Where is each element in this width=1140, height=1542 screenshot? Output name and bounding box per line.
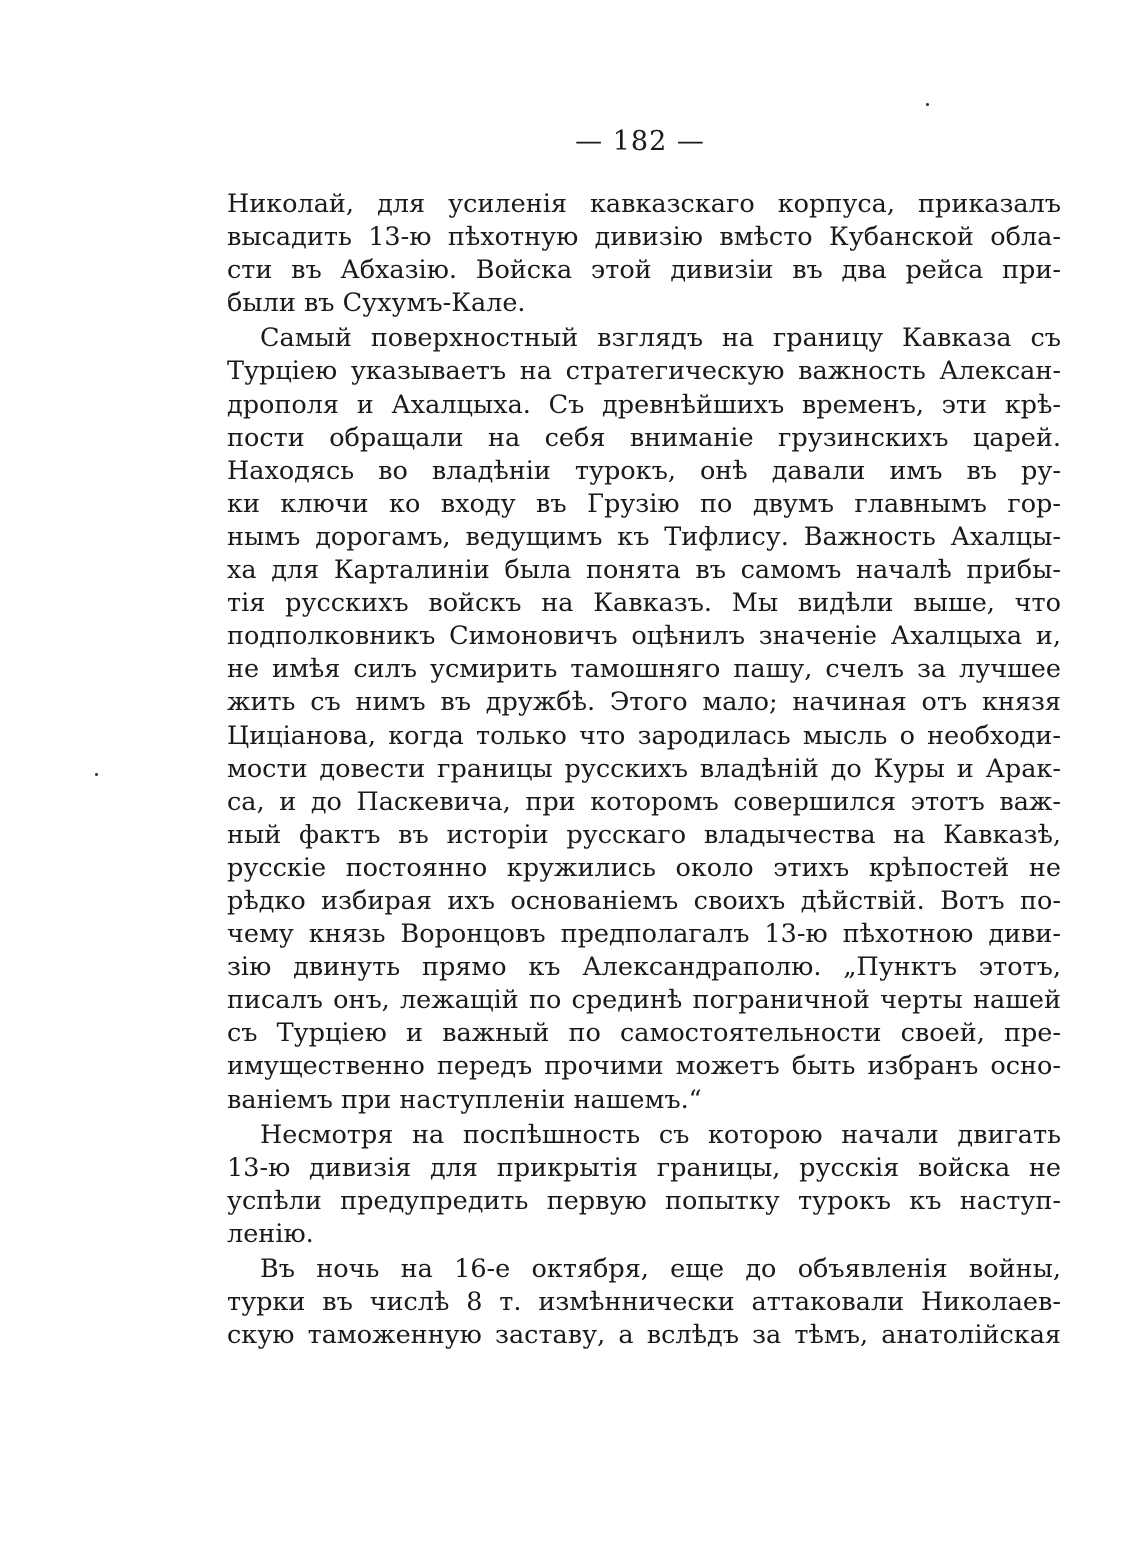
text-line: успѣли предупредить первую попытку турокъ къ наступ- [227,1185,1061,1216]
print-speck [95,773,98,776]
text-line: сти въ Абхазію. Войска этой дивизіи въ два рейса при- [227,255,1061,286]
text-line: были въ Сухумъ-Кале. [227,288,526,319]
text-line: дрополя и Ахалцыха. Съ древнѣйшихъ временъ, эти крѣ- [227,389,1061,420]
page-number: — 182 — [575,126,705,157]
text-line: мости довести границы русскихъ владѣній до Куры и Арак- [227,753,1061,784]
body-text [227,188,1061,1352]
text-line: Турціею указываетъ на стратегическую важность Алексан- [227,356,1061,387]
text-line: не имѣя силъ усмирить тамошняго пашу, счелъ за лучшее [227,654,1061,685]
text-line: Въ ночь на 16-е октября, еще до объявленія войны, [260,1254,1061,1284]
text-line: писалъ онъ, лежащій по срединѣ пограничной черты нашей [227,985,1061,1016]
text-line: тія русскихъ войскъ на Кавказъ. Мы видѣли выше, что [227,588,1061,619]
text-line: ваніемъ при наступленіи нашемъ.“ [227,1084,702,1115]
text-line: Цицiанова, когда только что зародилась мысль о необходи- [227,720,1061,751]
text-line: рѣдко избирая ихъ основаніемъ своихъ дѣйствій. Вотъ по- [227,885,1061,916]
text-line: Несмотря на поспѣшность съ которою начали двигать [260,1119,1061,1150]
text-line: Находясь во владѣніи турокъ, онѣ давали имъ въ ру- [227,455,1061,486]
text-line: высадить 13-ю пѣхотную дивизію вмѣсто Кубанской обла- [227,222,1061,253]
text-line: са, и до Паскевича, при которомъ совершился этотъ важ- [227,786,1061,817]
text-line: ха для Карталиніи была понята въ самомъ началѣ прибы- [227,555,1061,586]
text-line: нымъ дорогамъ, ведущимъ къ Тифлису. Важность Ахалцы- [227,521,1061,552]
text-line: турки въ числѣ 8 т. измѣннически аттаковали Николаев- [227,1287,1061,1318]
text-line: 13-ю дивизія для прикрытія границы, русскія войска не [227,1152,1061,1183]
text-line: пости обращали на себя вниманіе грузинскихъ царей. [227,422,1061,453]
text-line: жить съ нимъ въ дружбѣ. Этого мало; начиная отъ князя [227,687,1061,718]
text-line: ки ключи ко входу въ Грузію по двумъ главнымъ гор- [227,488,1061,519]
text-line: подполковникъ Симоновичъ оцѣнилъ значеніе Ахалцыха и, [227,621,1061,652]
text-line: русскіе постоянно кружились около этихъ крѣпостей не [227,852,1061,883]
text-line: чему князь Воронцовъ предполагалъ 13-ю пѣхотною диви- [227,919,1061,950]
text-line: зію двинуть прямо къ Александраполю. „Пунктъ этотъ, [227,952,1061,983]
text-line: ленію. [227,1218,314,1249]
text-line: съ Турціею и важный по самостоятельности своей, пре- [227,1018,1061,1049]
text-line: Николай, для усиленія кавказскаго корпуса, приказалъ [227,189,1061,219]
text-line: Самый поверхностный взглядъ на границу Кавказа съ [260,323,1061,354]
text-line: ный фактъ въ исторіи русскаго владычества на Кавказѣ, [227,819,1061,850]
text-line: скую таможенную заставу, а вслѣдъ за тѣмъ, анатолійская [227,1320,1061,1351]
text-line: имущественно передъ прочими можетъ быть избранъ осно- [227,1051,1061,1082]
print-speck [926,103,929,106]
